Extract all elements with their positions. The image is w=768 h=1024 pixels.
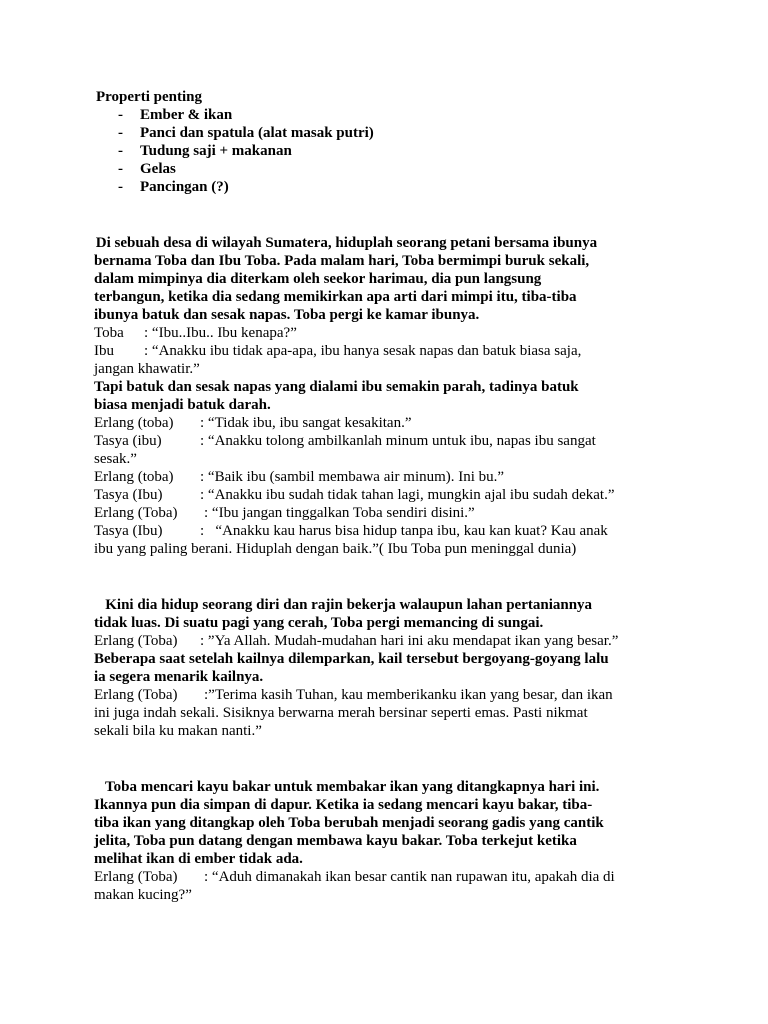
dialog-text: : “Anakku kau harus bisa hidup tanpa ibu, kau kan kuat? Kau anak [200,523,608,539]
dialog-text: sesak.” [94,451,137,467]
list-item: Ember & ikan [140,107,233,123]
dialog-text: : “Anakku tolong ambilkanlah minum untuk ibu, napas ibu sangat [200,433,596,449]
dialog-text: :”Terima kasih Tuhan, kau memberikanku ikan yang besar, dan ikan [204,687,613,703]
narration-line: dalam mimpinya dia diterkam oleh seekor harimau, dia pun langsung [94,271,542,287]
list-dash: - [118,125,123,141]
dialog-speaker: Erlang (Toba) [94,869,178,885]
narration-line: Di sebuah desa di wilayah Sumatera, hiduplah seorang petani bersama ibunya [92,235,598,251]
dialog-text: : “Ibu jangan tinggalkan Toba sendiri disini.” [204,505,475,521]
list-dash: - [118,143,123,159]
dialog-text: : “Anakku ibu tidak apa-apa, ibu hanya sesak napas dan batuk biasa saja, [144,343,582,359]
dialog-speaker: Tasya (Ibu) [94,523,163,539]
narration-line: tidak luas. Di suatu pagi yang cerah, Toba pergi memancing di sungai. [94,615,544,631]
dialog-speaker: Tasya (Ibu) [94,487,163,503]
dialog-speaker: Tasya (ibu) [94,433,162,449]
narration-line: terbangun, ketika dia sedang memikirkan apa arti dari mimpi itu, tiba-tiba [94,289,577,305]
list-dash: - [118,107,123,123]
dialog-speaker: Erlang (toba) [94,469,174,485]
dialog-text: : ”Ya Allah. Mudah-mudahan hari ini aku mendapat ikan yang besar.” [200,633,619,649]
dialog-text: : “Anakku ibu sudah tidak tahan lagi, mungkin ajal ibu sudah dekat.” [200,487,615,503]
narration-line: biasa menjadi batuk darah. [94,397,271,413]
dialog-speaker: Erlang (Toba) [94,687,178,703]
narration-line: ia segera menarik kailnya. [94,669,264,685]
list-item: Tudung saji + makanan [140,143,292,159]
dialog-speaker: Ibu [94,343,114,359]
dialog-text: : “Baik ibu (sambil membawa air minum). Ini bu.” [200,469,505,485]
narration-line: Kini dia hidup seorang diri dan rajin bekerja walaupun lahan pertaniannya [94,597,593,613]
dialog-text: jangan khawatir.” [94,361,200,377]
list-item: Gelas [140,161,176,177]
dialog-text: : “Aduh dimanakah ikan besar cantik nan rupawan itu, apakah dia di [204,869,615,885]
dialog-text: ini juga indah sekali. Sisiknya berwarna merah bersinar seperti emas. Pasti nikmat [94,705,588,721]
list-dash: - [118,179,123,195]
narration-line: tiba ikan yang ditangkap oleh Toba berubah menjadi seorang gadis yang cantik [94,815,604,831]
list-dash: - [118,161,123,177]
dialog-text: ibu yang paling berani. Hiduplah dengan baik.”( Ibu Toba pun meninggal dunia) [94,541,577,557]
narration-line: Beberapa saat setelah kailnya dilemparkan, kail tersebut bergoyang-goyang lalu [94,651,609,667]
narration-line: melihat ikan di ember tidak ada. [94,851,303,867]
dialog-text: sekali bila ku makan nanti.” [94,723,262,739]
dialog-speaker: Erlang (Toba) [94,633,178,649]
narration-line: jelita, Toba pun datang dengan membawa kayu bakar. Toba terkejut ketika [94,833,577,849]
narration-line: Ikannya pun dia simpan di dapur. Ketika ia sedang mencari kayu bakar, tiba- [94,797,593,813]
narration-line: Tapi batuk dan sesak napas yang dialami ibu semakin parah, tadinya batuk [94,379,579,395]
list-item: Pancingan (?) [140,179,229,195]
list-item: Panci dan spatula (alat masak putri) [140,125,374,141]
narration-line: Toba mencari kayu bakar untuk membakar ikan yang ditangkapnya hari ini. [94,779,600,795]
dialog-text: makan kucing?” [94,887,192,903]
narration-line: ibunya batuk dan sesak napas. Toba pergi ke kamar ibunya. [94,307,480,323]
dialog-speaker: Erlang (Toba) [94,505,178,521]
properti-heading: Properti penting [96,89,202,105]
dialog-text: : “Ibu..Ibu.. Ibu kenapa?” [144,325,297,341]
dialog-text: : “Tidak ibu, ibu sangat kesakitan.” [200,415,412,431]
dialog-speaker: Toba [94,325,124,341]
narration-line: bernama Toba dan Ibu Toba. Pada malam hari, Toba bermimpi buruk sekali, [94,253,590,269]
dialog-speaker: Erlang (toba) [94,415,174,431]
